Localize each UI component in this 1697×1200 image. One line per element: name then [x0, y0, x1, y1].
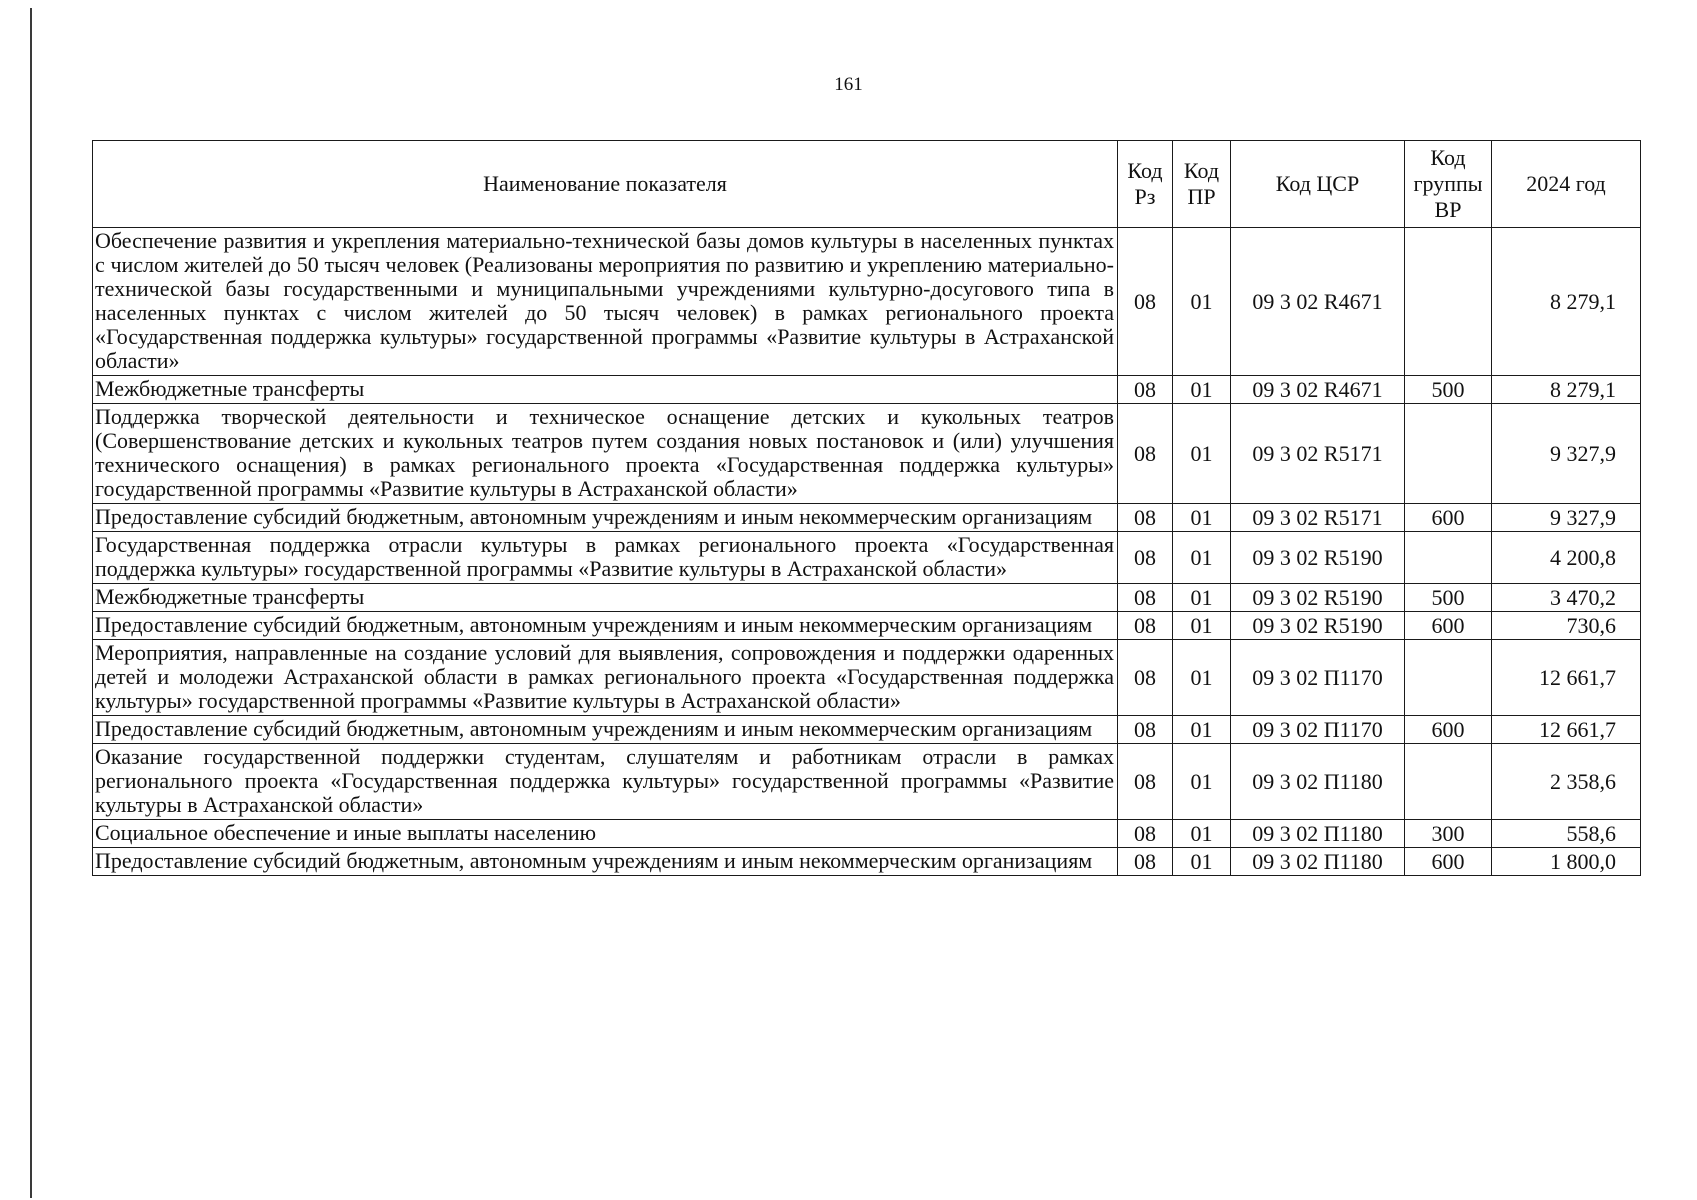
table-row [93, 612, 1641, 640]
row-rz: 08 [1118, 820, 1173, 848]
row-name: Предоставление субсидий бюджетным, автономным учреждениям и иным некоммерческим организациям [93, 504, 1118, 532]
row-pr: 01 [1173, 376, 1231, 404]
row-csr: 09 3 02 П1170 [1231, 640, 1405, 716]
row-vr: 600 [1405, 716, 1492, 744]
header-name: Наименование показателя [93, 141, 1118, 228]
row-csr: 09 3 02 R5171 [1231, 504, 1405, 532]
table-row [93, 640, 1641, 716]
row-name: Предоставление субсидий бюджетным, автономным учреждениям и иным некоммерческим организациям [93, 848, 1118, 876]
row-name: Обеспечение развития и укрепления материально-технической базы домов культуры в населенных пунктах с числом жителей до 50 тысяч человек (Реализованы мероприятия по развитию и укреплению материально-технической базы государственными и муниципальными учреждениями культурно-досугового типа в населенных пунктах с числом жителей до 50 тысяч человек) в рамках регионального проекта «Государственная поддержка культуры» государственной программы «Развитие культуры в Астраханской области» [93, 228, 1118, 376]
row-rz: 08 [1118, 640, 1173, 716]
row-amount: 2 358,6 [1492, 744, 1641, 820]
table-row [93, 584, 1641, 612]
row-name: Поддержка творческой деятельности и техническое оснащение детских и кукольных театров (Совершенствование детских и кукольных театров путем создания новых постановок и (или) улучшения технического оснащения) в рамках регионального проекта «Государственная поддержка культуры» государственной программы «Развитие культуры в Астраханской области» [93, 404, 1118, 504]
header-pr: Код ПР [1173, 141, 1231, 228]
row-amount: 558,6 [1492, 820, 1641, 848]
table-row [93, 744, 1641, 820]
row-name: Государственная поддержка отрасли культуры в рамках регионального проекта «Государственная поддержка культуры» государственной программы «Развитие культуры в Астраханской области» [93, 532, 1118, 584]
row-rz: 08 [1118, 376, 1173, 404]
row-vr: 300 [1405, 820, 1492, 848]
row-csr: 09 3 02 R4671 [1231, 376, 1405, 404]
row-pr: 01 [1173, 716, 1231, 744]
budget-table [92, 140, 1641, 876]
row-amount: 3 470,2 [1492, 584, 1641, 612]
row-pr: 01 [1173, 744, 1231, 820]
row-vr: 600 [1405, 612, 1492, 640]
row-pr: 01 [1173, 820, 1231, 848]
row-rz: 08 [1118, 744, 1173, 820]
row-amount: 12 661,7 [1492, 716, 1641, 744]
row-vr: 500 [1405, 584, 1492, 612]
row-rz: 08 [1118, 584, 1173, 612]
row-amount: 4 200,8 [1492, 532, 1641, 584]
row-name: Предоставление субсидий бюджетным, автономным учреждениям и иным некоммерческим организациям [93, 612, 1118, 640]
row-amount: 1 800,0 [1492, 848, 1641, 876]
row-vr: 600 [1405, 504, 1492, 532]
row-csr: 09 3 02 П1180 [1231, 744, 1405, 820]
row-pr: 01 [1173, 404, 1231, 504]
table-row [93, 228, 1641, 376]
page-number: 161 [834, 74, 863, 95]
row-pr: 01 [1173, 228, 1231, 376]
table-row [93, 376, 1641, 404]
row-csr: 09 3 02 R5171 [1231, 404, 1405, 504]
row-vr [1405, 404, 1492, 504]
row-pr: 01 [1173, 848, 1231, 876]
row-vr: 600 [1405, 848, 1492, 876]
row-vr [1405, 228, 1492, 376]
row-rz: 08 [1118, 404, 1173, 504]
row-pr: 01 [1173, 612, 1231, 640]
row-amount: 12 661,7 [1492, 640, 1641, 716]
row-rz: 08 [1118, 532, 1173, 584]
row-amount: 8 279,1 [1492, 376, 1641, 404]
table-row [93, 848, 1641, 876]
row-pr: 01 [1173, 584, 1231, 612]
row-vr [1405, 744, 1492, 820]
row-name: Межбюджетные трансферты [93, 584, 1118, 612]
row-rz: 08 [1118, 612, 1173, 640]
row-name: Межбюджетные трансферты [93, 376, 1118, 404]
table-row [93, 532, 1641, 584]
row-vr [1405, 640, 1492, 716]
row-rz: 08 [1118, 504, 1173, 532]
table-row [93, 404, 1641, 504]
row-name: Оказание государственной поддержки студентам, слушателям и работникам отрасли в рамках регионального проекта «Государственная поддержка культуры» государственной программы «Развитие культуры в Астраханской области» [93, 744, 1118, 820]
row-amount: 9 327,9 [1492, 404, 1641, 504]
binding-edge-line [30, 8, 32, 1198]
row-vr [1405, 532, 1492, 584]
table-row [93, 820, 1641, 848]
row-csr: 09 3 02 П1180 [1231, 820, 1405, 848]
row-csr: 09 3 02 R5190 [1231, 584, 1405, 612]
row-pr: 01 [1173, 532, 1231, 584]
table-row [93, 716, 1641, 744]
row-name: Предоставление субсидий бюджетным, автономным учреждениям и иным некоммерческим организациям [93, 716, 1118, 744]
header-vr: Код группы ВР [1405, 141, 1492, 228]
row-amount: 730,6 [1492, 612, 1641, 640]
row-csr: 09 3 02 R5190 [1231, 532, 1405, 584]
row-rz: 08 [1118, 848, 1173, 876]
row-vr: 500 [1405, 376, 1492, 404]
row-name: Мероприятия, направленные на создание условий для выявления, сопровождения и поддержки одаренных детей и молодежи Астраханской области в рамках регионального проекта «Государственная поддержка культуры» государственной программы «Развитие культуры в Астраханской области» [93, 640, 1118, 716]
row-pr: 01 [1173, 504, 1231, 532]
row-pr: 01 [1173, 640, 1231, 716]
table-header-row [93, 141, 1641, 228]
row-name: Социальное обеспечение и иные выплаты населению [93, 820, 1118, 848]
row-rz: 08 [1118, 228, 1173, 376]
table-row [93, 504, 1641, 532]
row-csr: 09 3 02 R4671 [1231, 228, 1405, 376]
header-csr: Код ЦСР [1231, 141, 1405, 228]
row-csr: 09 3 02 R5190 [1231, 612, 1405, 640]
row-amount: 9 327,9 [1492, 504, 1641, 532]
header-year: 2024 год [1492, 141, 1641, 228]
row-csr: 09 3 02 П1180 [1231, 848, 1405, 876]
row-rz: 08 [1118, 716, 1173, 744]
header-rz: Код Рз [1118, 141, 1173, 228]
row-amount: 8 279,1 [1492, 228, 1641, 376]
row-csr: 09 3 02 П1170 [1231, 716, 1405, 744]
